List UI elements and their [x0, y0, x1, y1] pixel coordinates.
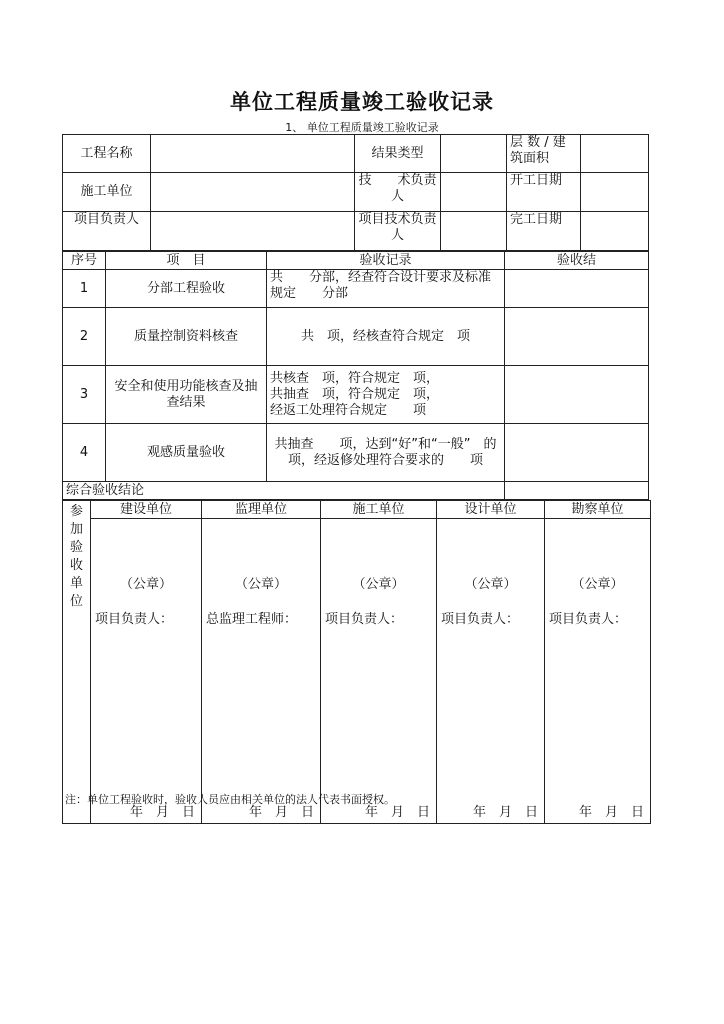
seal-text: （公章） [571, 577, 624, 592]
project-tech-lead-value[interactable] [441, 212, 507, 251]
row-no: 2 [63, 308, 106, 366]
col-no-header: 序号 [63, 252, 106, 270]
col-record-header: 验收记录 [267, 252, 505, 270]
row-item: 质量控制资料核查 [106, 308, 267, 366]
unit-sign-cell[interactable] [545, 519, 651, 824]
row-item: 观感质量验收 [106, 424, 267, 482]
table-row [63, 366, 649, 424]
sign-date: 年 月 日 [248, 805, 314, 820]
signer-label: 项目负责人： [325, 612, 404, 627]
row-result[interactable] [505, 270, 649, 308]
row-no: 3 [63, 366, 106, 424]
table-row [63, 270, 649, 308]
project-info-table [62, 134, 649, 251]
sign-date: 年 月 日 [578, 805, 644, 820]
unit-sign-cell[interactable] [437, 519, 545, 824]
signer-label: 项目负责人： [549, 612, 628, 627]
seal-text: （公章） [234, 577, 287, 592]
conclusion-label: 综合验收结论 [63, 482, 505, 500]
unit-sign-cell[interactable] [321, 519, 437, 824]
page-subtitle: 1、 单位工程质量竣工验收记录 [285, 121, 439, 134]
unit-name: 监理单位 [202, 501, 321, 519]
constructor-value[interactable] [151, 173, 355, 212]
record-line: 经返工处理符合规定 项 [270, 402, 427, 418]
unit-name: 建设单位 [91, 501, 202, 519]
sign-date: 年 月 日 [472, 805, 538, 820]
row-record: 共 分部，经查符合设计要求及标准规定 分部 [267, 270, 505, 308]
conclusion-value[interactable] [505, 482, 649, 500]
unit-name: 施工单位 [321, 501, 437, 519]
unit-sign-cell[interactable] [202, 519, 321, 824]
seal-text: （公章） [464, 577, 517, 592]
page-title: 单位工程质量竣工验收记录 [230, 90, 494, 114]
seal-text: （公章） [119, 577, 172, 592]
structure-type-value[interactable] [441, 135, 507, 173]
unit-sign-cell[interactable] [91, 519, 202, 824]
row-no: 4 [63, 424, 106, 482]
finish-date-value[interactable] [581, 212, 649, 251]
floors-area-label: 层 数 / 建筑面积 [507, 135, 581, 173]
start-date-label: 开工日期 [507, 173, 581, 212]
signer-label: 项目负责人： [95, 612, 174, 627]
tech-lead-label: 技 术负责人 [355, 173, 441, 212]
project-tech-lead-label: 项目技术负责人 [355, 212, 441, 251]
col-item-header: 项 目 [106, 252, 267, 270]
col-result-header: 验收结 [505, 252, 649, 270]
seal-text: （公章） [352, 577, 405, 592]
floors-area-value[interactable] [581, 135, 649, 173]
row-record: 共 项，经核查符合规定 项 [267, 308, 505, 366]
row-result[interactable] [505, 308, 649, 366]
start-date-value[interactable] [581, 173, 649, 212]
constructor-label: 施工单位 [63, 173, 151, 212]
row-no: 1 [63, 270, 106, 308]
project-name-label: 工程名称 [63, 135, 151, 173]
row-result[interactable] [505, 424, 649, 482]
record-line: 共核查 项，符合规定 项， [270, 370, 440, 386]
row-record [267, 366, 505, 424]
finish-date-label: 完工日期 [507, 212, 581, 251]
acceptance-check-table [62, 251, 649, 500]
project-lead-value[interactable] [151, 212, 355, 251]
table-row [63, 308, 649, 366]
participants-table [62, 500, 651, 824]
project-name-value[interactable] [151, 135, 355, 173]
participants-label: 参加验收单位 [69, 504, 83, 609]
sign-date: 年 月 日 [129, 805, 195, 820]
unit-name: 勘察单位 [545, 501, 651, 519]
structure-type-label: 结果类型 [355, 135, 441, 173]
footnote: 注：单位工程验收时，验收人员应由相关单位的法人代表书面授权。 [65, 793, 395, 806]
row-record: 共抽查 项，达到“好”和“一般” 的 项，经返修处理符合要求的 项 [267, 424, 505, 482]
project-lead-label: 项目负责人 [63, 212, 151, 251]
signer-label: 总监理工程师： [206, 612, 298, 627]
tech-lead-value[interactable] [441, 173, 507, 212]
sign-date: 年 月 日 [364, 805, 430, 820]
row-item: 安全和使用功能核查及抽查结果 [106, 366, 267, 424]
unit-name: 设计单位 [437, 501, 545, 519]
record-line: 共抽查 项，符合规定 项， [270, 386, 440, 402]
participants-label-cell [63, 501, 91, 824]
row-item: 分部工程验收 [106, 270, 267, 308]
signer-label: 项目负责人： [441, 612, 520, 627]
row-result[interactable] [505, 366, 649, 424]
table-row [63, 424, 649, 482]
